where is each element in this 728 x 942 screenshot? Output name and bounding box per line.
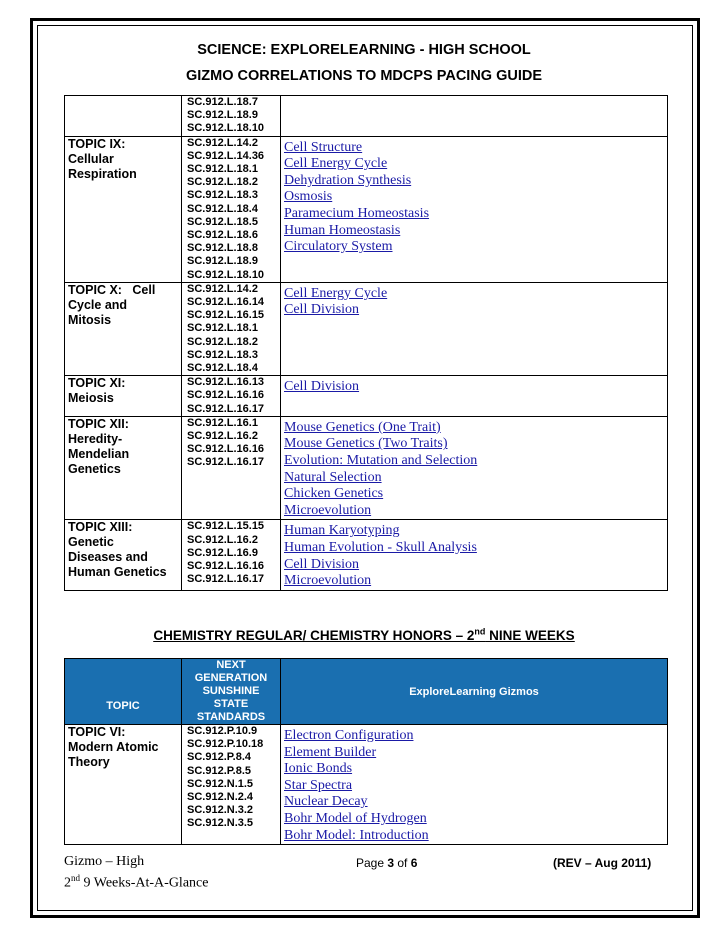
gizmo-link[interactable]: Ionic Bonds: [284, 761, 353, 777]
gizmo-link[interactable]: Cell Division: [284, 379, 360, 395]
topic-line: TOPIC VI:: [68, 725, 126, 739]
standard-code: SC.912.L.18.4: [187, 202, 258, 215]
chemistry-section-title: CHEMISTRY REGULAR/ CHEMISTRY HONORS – 2nd NINE WEEKS: [153, 626, 575, 643]
footer-page-number: Page 3 of 6: [356, 856, 418, 870]
header-standards: [182, 659, 281, 725]
gizmo-link[interactable]: Cell Division: [284, 302, 360, 318]
biology-correlation-table: [64, 95, 668, 591]
standard-code: SC.912.L.18.6: [187, 229, 258, 242]
standard-code: SC.912.N.2.4: [187, 791, 254, 804]
gizmo-link[interactable]: Cell Structure: [284, 139, 363, 155]
gizmo-link[interactable]: Human Homeostasis: [284, 222, 401, 238]
topic-cell: [65, 520, 182, 590]
gizmos-cell: [281, 416, 668, 520]
gizmos-cell: [281, 520, 668, 590]
page-subtitle: GIZMO CORRELATIONS TO MDCPS PACING GUIDE: [185, 68, 543, 84]
standards-cell: [182, 96, 281, 137]
standards-cell: [182, 520, 281, 590]
gizmo-link[interactable]: Dehydration Synthesis: [284, 172, 412, 188]
page-title: SCIENCE: EXPLORELEARNING - HIGH SCHOOL: [197, 42, 531, 58]
standard-code: SC.912.L.18.1: [187, 322, 258, 335]
standard-code: SC.912.L.16.2: [187, 533, 258, 546]
standard-code: SC.912.L.16.9: [187, 546, 258, 559]
topic-line: TOPIC XI:: [68, 376, 126, 391]
footer-doc-subtitle: 2nd 9 Weeks-At-A-Glance: [64, 873, 209, 891]
standard-code: SC.912.L.16.2: [187, 430, 258, 443]
topic-line: Mendelian: [68, 446, 130, 461]
gizmo-link[interactable]: Circulatory System: [284, 239, 393, 255]
standard-code: SC.912.L.14.2: [187, 136, 258, 149]
table-row: [65, 725, 668, 845]
standard-code: SC.912.L.18.7: [187, 96, 258, 108]
gizmo-link[interactable]: Mouse Genetics (One Trait): [284, 419, 441, 435]
header-standards-line: GENERATION: [194, 672, 268, 684]
gizmo-link[interactable]: Cell Energy Cycle: [284, 285, 388, 301]
topic-cell: [65, 136, 182, 282]
standard-code: SC.912.L.16.17: [187, 402, 265, 415]
table-row: [65, 376, 668, 417]
standard-code: SC.912.L.18.9: [187, 109, 258, 122]
topic-line: Diseases and: [68, 550, 148, 565]
gizmo-link[interactable]: Microevolution: [284, 573, 372, 589]
topic-cell: [65, 725, 182, 845]
standards-cell: [182, 376, 281, 417]
footer-doc-name: Gizmo – High: [64, 854, 145, 869]
gizmo-link[interactable]: Chicken Genetics: [284, 486, 384, 502]
gizmo-link[interactable]: Star Spectra: [284, 777, 353, 793]
standard-code: SC.912.L.18.4: [187, 362, 258, 375]
gizmos-cell: [281, 96, 668, 137]
topic-line: Cycle and: [68, 297, 128, 312]
table-row: [65, 136, 668, 282]
standard-code: SC.912.N.3.2: [187, 804, 254, 817]
topic-line: TOPIC XIII:: [68, 520, 133, 535]
topic-cell: [65, 96, 182, 137]
gizmo-link[interactable]: Human Karyotyping: [284, 523, 400, 539]
topic-cell: [65, 282, 182, 375]
gizmo-link[interactable]: Bohr Model of Hydrogen: [284, 810, 427, 826]
standard-code: SC.912.L.14.36: [187, 149, 265, 162]
gizmo-link[interactable]: Electron Configuration: [284, 728, 414, 743]
standard-code: SC.912.P.8.5: [187, 764, 252, 777]
header-gizmos: ExploreLearning Gizmos: [281, 659, 668, 725]
standard-code: SC.912.L.18.9: [187, 255, 258, 268]
standard-code: SC.912.L.15.15: [187, 520, 265, 533]
table-row: [65, 282, 668, 375]
topic-line: Modern Atomic: [68, 740, 159, 754]
standard-code: SC.912.N.1.5: [187, 777, 254, 790]
standard-code: SC.912.L.18.10: [187, 122, 265, 135]
standard-code: SC.912.L.16.16: [187, 560, 265, 573]
standard-code: SC.912.L.18.2: [187, 335, 258, 348]
chemistry-correlation-table: [64, 658, 668, 845]
standard-code: SC.912.L.16.13: [187, 376, 265, 389]
standard-code: SC.912.L.16.17: [187, 573, 265, 586]
chemistry-table-header: [65, 659, 668, 725]
footer-left: [64, 853, 208, 892]
gizmo-link[interactable]: Natural Selection: [284, 469, 382, 485]
topic-line: Human Genetics: [68, 565, 167, 580]
table-row: [65, 520, 668, 590]
standard-code: SC.912.L.16.16: [187, 389, 265, 402]
topic-line: Mitosis: [68, 312, 112, 327]
standards-cell: [182, 725, 281, 845]
standard-code: SC.912.L.18.5: [187, 215, 258, 228]
biology-table-body: [65, 96, 668, 591]
gizmos-cell: [281, 282, 668, 375]
standards-cell: [182, 416, 281, 520]
chemistry-table-body: [65, 659, 668, 845]
gizmo-link[interactable]: Bohr Model: Introduction: [284, 827, 429, 843]
topic-line: Genetics: [68, 461, 121, 476]
gizmo-link[interactable]: Mouse Genetics (Two Traits): [284, 436, 448, 452]
standards-cell: [182, 136, 281, 282]
gizmo-link[interactable]: Microevolution: [284, 502, 372, 518]
standard-code: SC.912.L.18.3: [187, 348, 258, 361]
header-standards-line: STANDARDS: [196, 711, 266, 723]
topic-line: Meiosis: [68, 391, 114, 406]
topic-cell: [65, 376, 182, 417]
footer-revision: (REV – Aug 2011): [553, 856, 652, 870]
standard-code: SC.912.L.16.16: [187, 443, 265, 456]
standard-code: SC.912.L.16.1: [187, 416, 258, 429]
standard-code: SC.912.L.18.2: [187, 176, 258, 189]
gizmo-link[interactable]: Paramecium Homeostasis: [284, 205, 430, 221]
gizmo-link[interactable]: Cell Energy Cycle: [284, 156, 388, 172]
gizmo-link[interactable]: Osmosis: [284, 189, 333, 205]
standard-code: SC.912.L.18.3: [187, 189, 258, 202]
gizmo-link[interactable]: Element Builder: [284, 744, 377, 760]
topic-line: TOPIC XII:: [68, 416, 129, 431]
gizmo-link[interactable]: Human Evolution - Skull Analysis: [284, 540, 477, 556]
topic-line: Heredity-: [68, 431, 123, 446]
standard-code: SC.912.N.3.5: [187, 817, 254, 830]
gizmo-link[interactable]: Cell Division: [284, 556, 360, 572]
topic-line: Theory: [68, 755, 110, 769]
standard-code: SC.912.L.18.8: [187, 242, 258, 255]
header-standards-line: STATE: [213, 698, 249, 710]
standard-code: SC.912.L.18.10: [187, 268, 265, 281]
gizmo-link[interactable]: Evolution: Mutation and Selection: [284, 453, 478, 469]
standards-cell: [182, 282, 281, 375]
header-standards-line: SUNSHINE: [202, 685, 260, 697]
standard-code: SC.912.P.8.4: [187, 751, 252, 764]
standard-code: SC.912.L.16.14: [187, 296, 265, 309]
gizmo-link[interactable]: Nuclear Decay: [284, 794, 368, 810]
standard-code: SC.912.L.16.17: [187, 456, 265, 469]
gizmos-cell: [281, 136, 668, 282]
table-row: [65, 416, 668, 520]
standard-code: SC.912.P.10.9: [187, 725, 258, 737]
header-topic: TOPIC: [65, 659, 182, 725]
standard-code: SC.912.P.10.18: [187, 738, 264, 751]
topic-cell: [65, 416, 182, 520]
standard-code: SC.912.L.16.15: [187, 309, 265, 322]
standard-code: SC.912.L.14.2: [187, 282, 258, 295]
standard-code: SC.912.L.18.1: [187, 163, 258, 176]
topic-line: Cellular: [68, 151, 114, 166]
header-standards-line: NEXT: [216, 659, 246, 671]
topic-line: TOPIC IX:: [68, 136, 126, 151]
gizmos-cell: [281, 725, 668, 845]
topic-line: TOPIC X: Cell: [68, 282, 156, 297]
gizmos-cell: [281, 376, 668, 417]
topic-line: Respiration: [68, 166, 137, 181]
table-row: [65, 96, 668, 137]
topic-line: Genetic: [68, 535, 114, 550]
